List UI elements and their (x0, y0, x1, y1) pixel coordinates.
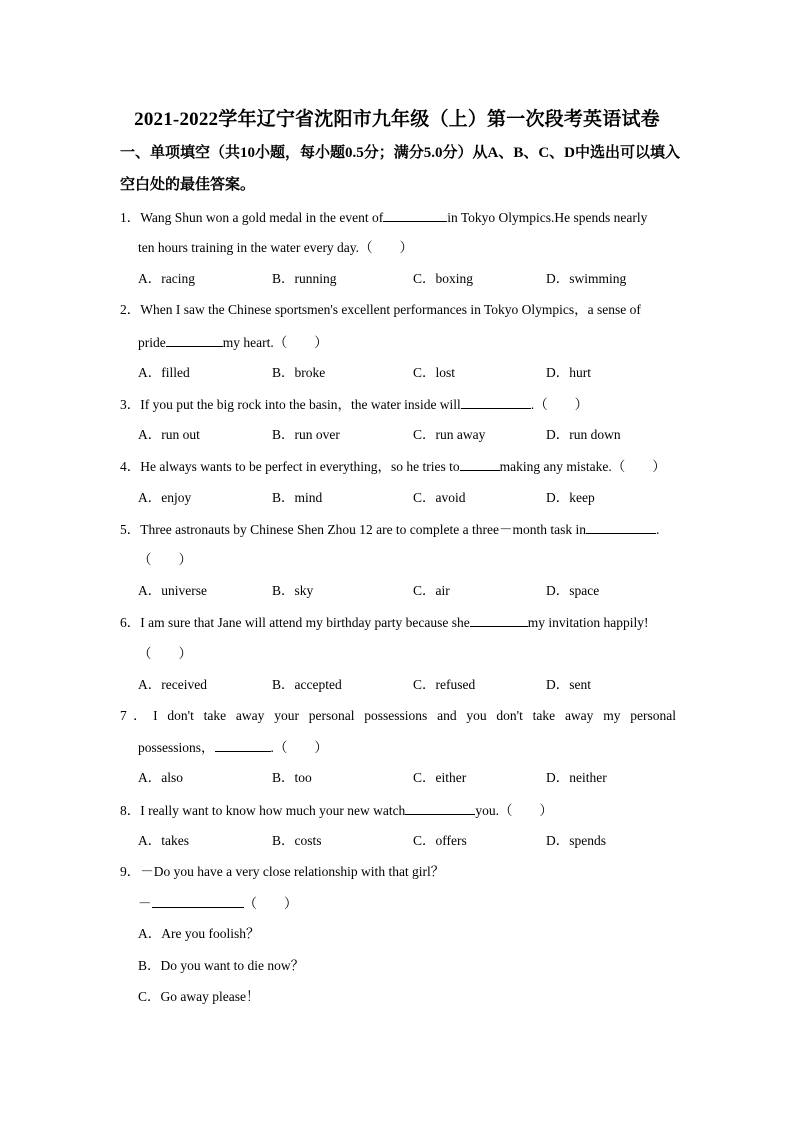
option-d: D．spends (546, 833, 606, 848)
question-9: 9．－Do you have a very close relationship with that girl？ (120, 864, 445, 879)
question-8: 8．I really want to know how much your new watch you.（ ） (120, 803, 553, 818)
answer-blank (470, 613, 528, 627)
option-a: A．enjoy (138, 490, 192, 505)
answer-parentheses: （ ） (498, 803, 553, 818)
question-6: 6．I am sure that Jane will attend my birthday party because she my invitation happily! (120, 615, 649, 630)
question-7: 7．I don't take away your personal possessions and you don't take away my personal (120, 708, 677, 723)
question-1: 1．Wang Shun won a gold medal in the event of in Tokyo Olympics.He spends nearly (120, 210, 648, 225)
option-b: B．running (272, 271, 337, 286)
option-c: C．Go away please！ (138, 989, 260, 1004)
question-7-cont: possessions， .（ ） (138, 740, 328, 755)
page-title: 2021-2022学年辽宁省沈阳市九年级（上）第一次段考英语试卷 (134, 109, 660, 130)
answer-blank (405, 801, 475, 815)
answer-blank (383, 208, 447, 222)
option-b: B．accepted (272, 677, 342, 692)
option-d: D．sent (546, 677, 591, 692)
question-number: 2． (120, 302, 141, 317)
option-a: A．universe (138, 583, 207, 598)
answer-blank (166, 333, 223, 347)
answer-parentheses: （ ） (273, 335, 328, 350)
option-a: A．received (138, 677, 207, 692)
option-d: D．hurt (546, 365, 591, 380)
question-number: 8． (120, 803, 141, 818)
option-b: B．mind (272, 490, 323, 505)
answer-blank (460, 457, 500, 471)
answer-parentheses: （ ） (534, 397, 589, 412)
question-number: 9． (120, 864, 141, 879)
option-c: C．avoid (413, 490, 466, 505)
option-c: C．lost (413, 365, 456, 380)
option-a: A．run out (138, 427, 200, 442)
answer-blank (586, 520, 656, 534)
question-number: 3． (120, 397, 141, 412)
option-a: A．also (138, 770, 183, 785)
question-5: 5．Three astronauts by Chinese Shen Zhou 12 are to complete a three－month task in . (120, 522, 660, 537)
answer-parentheses: （ ） (138, 646, 192, 661)
question-2-cont: pride my heart.（ ） (138, 335, 328, 350)
option-b: B．Do you want to die now？ (138, 958, 305, 973)
option-c: C．refused (413, 677, 476, 692)
question-number: 1． (120, 210, 141, 225)
answer-blank (461, 395, 531, 409)
question-1-cont: ten hours training in the water every day.（ ） (138, 240, 414, 255)
option-c: C．run away (413, 427, 486, 442)
option-d: D．run down (546, 427, 621, 442)
section-heading: 一、单项填空（共10小题，每小题0.5分；满分5.0分）从A、B、C、D中选出可以填入空白处的最佳答案。 (120, 145, 681, 193)
question-6-cont (138, 645, 676, 663)
answer-parentheses: （ ） (273, 740, 328, 755)
option-c: C．air (413, 583, 450, 598)
option-a: A．racing (138, 271, 195, 286)
option-d: D．neither (546, 770, 607, 785)
option-b: B．too (272, 770, 312, 785)
option-d: D．keep (546, 490, 595, 505)
question-number: 5． (120, 522, 141, 537)
option-b: B．broke (272, 365, 326, 380)
option-a: A．filled (138, 365, 190, 380)
question-5-cont (138, 551, 676, 569)
answer-blank (152, 894, 244, 908)
question-4: 4．He always wants to be perfect in everything，so he tries to making any mistake.（ ） (120, 459, 666, 474)
option-c: C．boxing (413, 271, 474, 286)
answer-blank (215, 738, 271, 752)
option-a: A．Are you foolish？ (138, 926, 260, 941)
question-2: 2．When I saw the Chinese sportsmen's excellent performances in Tokyo Olympics，a sense of (120, 302, 641, 317)
option-d: D．space (546, 583, 600, 598)
question-9-cont: － （ ） (138, 896, 298, 911)
answer-parentheses: （ ） (243, 896, 298, 911)
option-c: C．offers (413, 833, 467, 848)
answer-parentheses: （ ） (138, 552, 192, 567)
answer-parentheses: （ ） (611, 459, 666, 474)
option-c: C．either (413, 770, 467, 785)
question-number: 6． (120, 615, 141, 630)
option-d: D．swimming (546, 271, 627, 286)
question-number: 4． (120, 459, 141, 474)
answer-parentheses: （ ） (359, 240, 414, 255)
option-a: A．takes (138, 833, 189, 848)
question-3: 3．If you put the big rock into the basin，the water inside will .（ ） (120, 397, 589, 412)
question-number: 7． (120, 708, 154, 723)
option-b: B．run over (272, 427, 340, 442)
option-b: B．costs (272, 833, 322, 848)
option-b: B．sky (272, 583, 314, 598)
